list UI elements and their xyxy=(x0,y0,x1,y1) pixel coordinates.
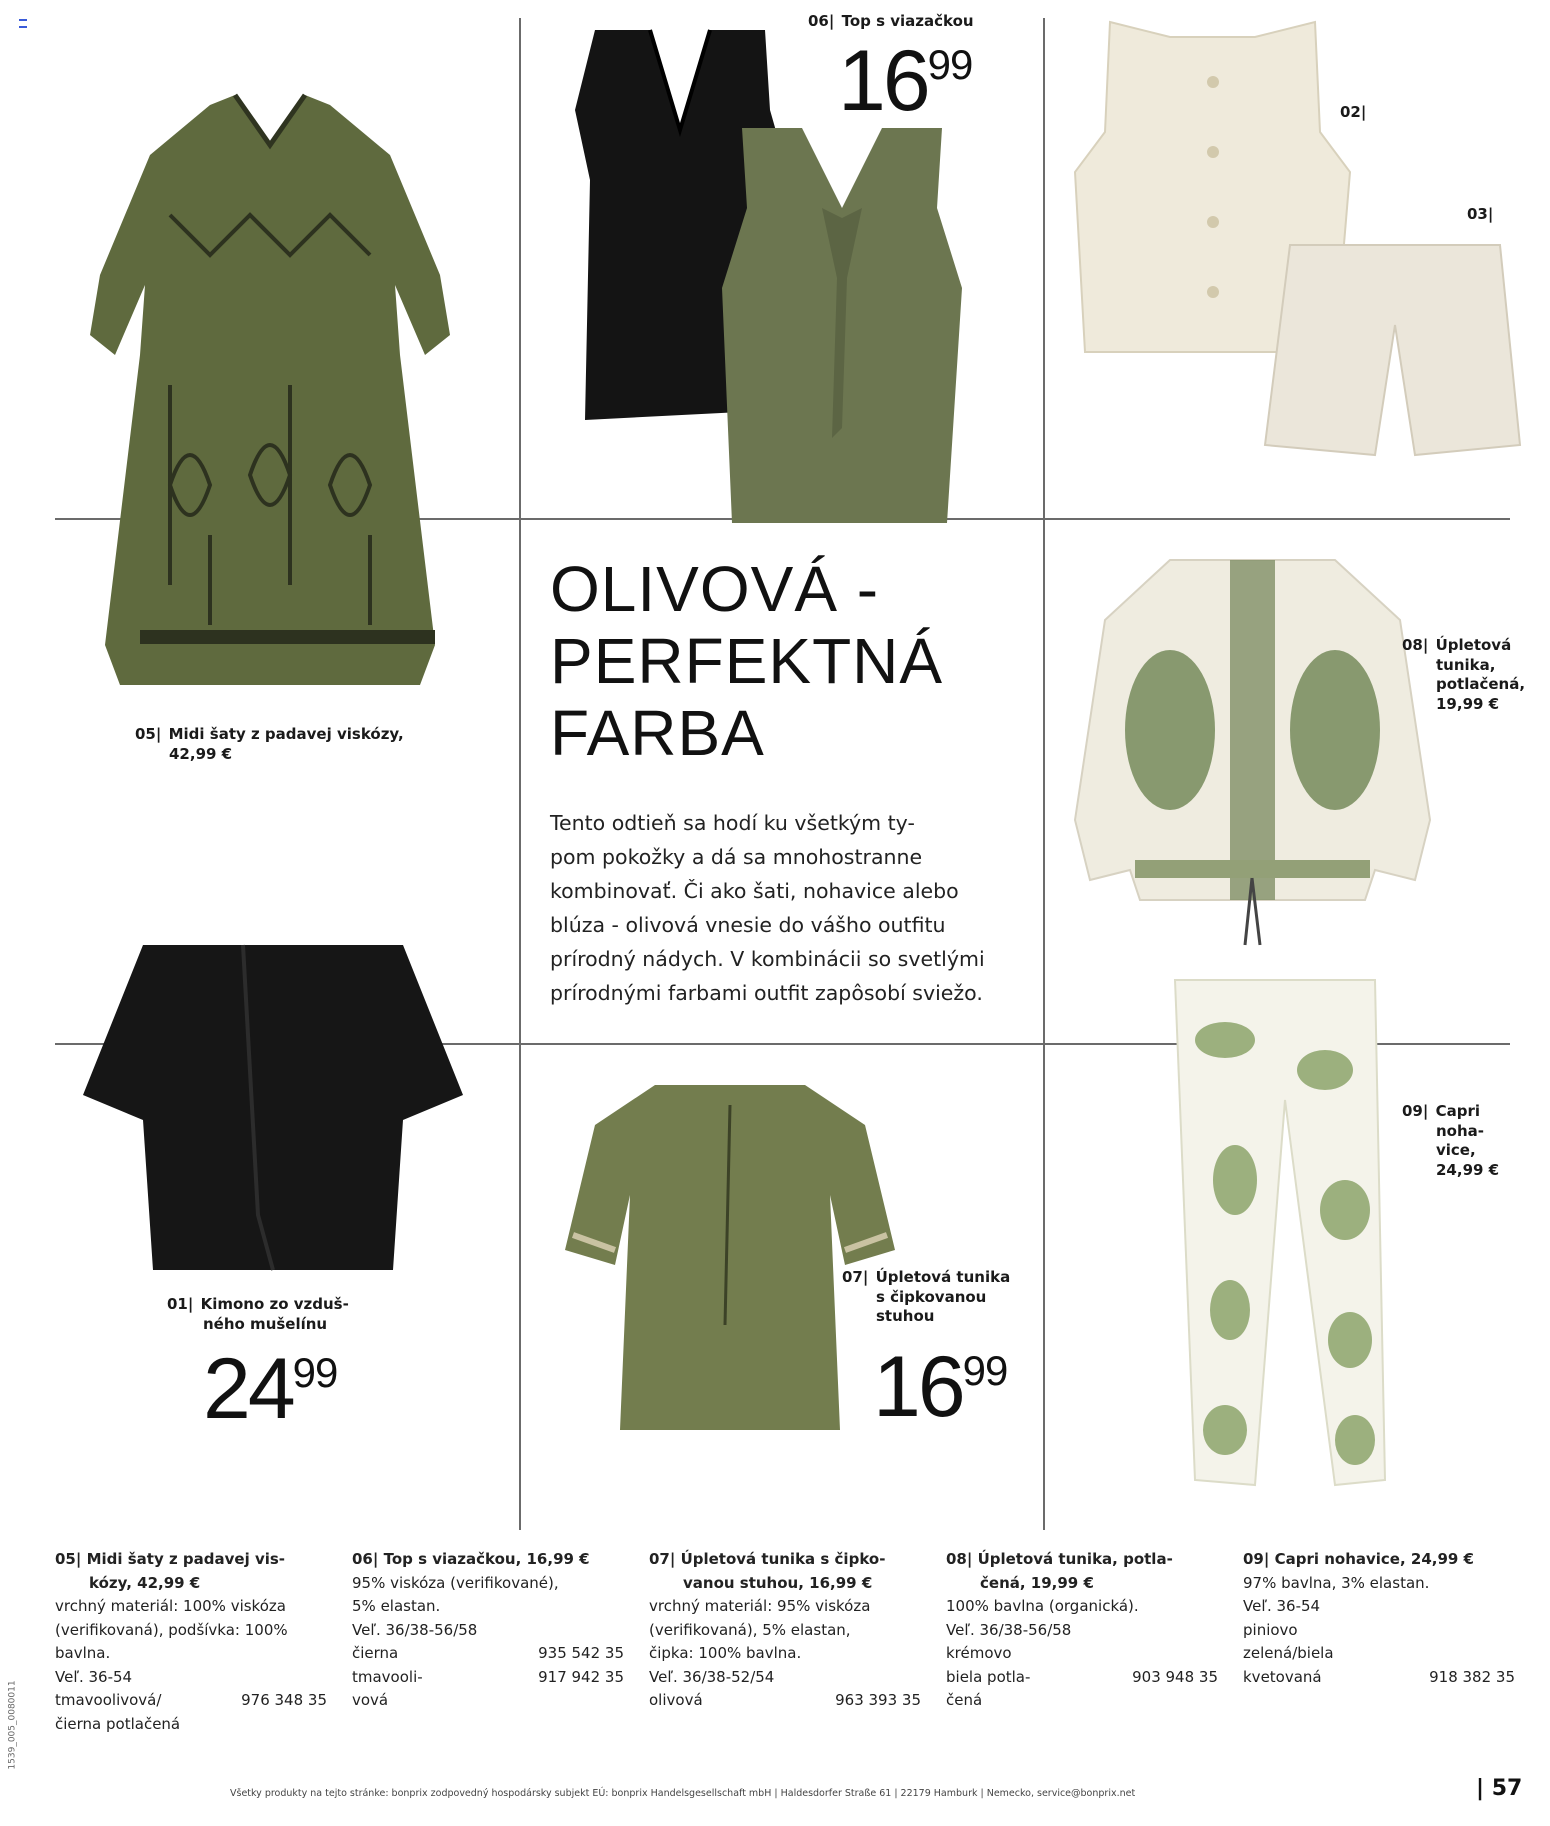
spec-title-2: čená, 19,99 € xyxy=(980,1573,1094,1592)
label-text: Top s viazačkou xyxy=(841,12,974,30)
spec-column xyxy=(649,1548,927,1713)
price-decimal: 99 xyxy=(962,1347,1008,1394)
spec-line: bavlna. xyxy=(55,1644,111,1662)
spec-title: 07| Úpletová tunika s čipko- xyxy=(649,1550,886,1568)
printed-cream-tunic-image xyxy=(1075,560,1430,945)
price-decimal: 99 xyxy=(927,41,973,88)
label-text-2: s čipkovanou xyxy=(876,1287,987,1306)
corner-mark xyxy=(19,19,27,28)
spec-variant-code: 963 393 35 xyxy=(835,1691,921,1709)
spec-line: zelená/biela xyxy=(1243,1644,1334,1662)
spec-column xyxy=(1243,1548,1521,1689)
divider-vertical-right xyxy=(1043,18,1045,1530)
spec-variant-color: kvetovaná xyxy=(1243,1667,1322,1686)
intro-text: Tento odtieň sa hodí ku všetkým ty- pom pokožky a dá sa mnohostranne kombinovať. Či ako šati, nohavice alebo blúza - olivová vnesie do vášho outfitu prírodný nádych. V kombinácii so svetlými prírodnými farbami outfit zapôsobí sviežo. xyxy=(550,811,985,1005)
spec-variant-code: 976 348 35 xyxy=(241,1691,327,1709)
spec-column xyxy=(352,1548,630,1713)
spec-variant-color: olivová xyxy=(649,1691,703,1709)
label-number: 03| xyxy=(1467,205,1494,223)
headline-line-1: OLIVOVÁ - xyxy=(550,553,880,625)
spec-line: krémovo xyxy=(946,1644,1012,1662)
spec-line: čipka: 100% bavlna. xyxy=(649,1644,802,1662)
black-kimono-image xyxy=(83,945,463,1275)
spec-line: 5% elastan. xyxy=(352,1597,441,1615)
spec-variant-row xyxy=(1243,1666,1521,1690)
linen-shorts-image xyxy=(1265,245,1525,460)
label-text-3: potlačená, xyxy=(1436,675,1526,693)
label-number: 06| xyxy=(808,12,835,30)
spec-variant-code: 917 942 35 xyxy=(538,1667,624,1686)
price-integer: 16 xyxy=(873,1339,963,1435)
spec-line: 97% bavlna, 3% elastan. xyxy=(1243,1573,1430,1592)
label-05-midi-dress xyxy=(135,725,404,764)
headline-line-3: FARBA xyxy=(550,697,765,769)
spec-variant-code: 935 542 35 xyxy=(538,1644,624,1662)
label-text: Kimono zo vzduš- xyxy=(200,1295,349,1313)
price-07 xyxy=(873,1339,1008,1435)
label-price: 19,99 € xyxy=(1436,694,1500,713)
label-02 xyxy=(1340,103,1368,123)
spec-variant-color: tmavooli- vová xyxy=(352,1667,423,1709)
label-number: 07| xyxy=(842,1268,869,1286)
olive-tie-top-image xyxy=(722,128,962,528)
spec-variant-row xyxy=(649,1689,927,1713)
label-number: 02| xyxy=(1340,103,1367,121)
spec-column xyxy=(55,1548,333,1736)
side-code: 1539_005_0080011 xyxy=(7,1680,18,1770)
spec-variant-code: 903 948 35 xyxy=(1132,1667,1218,1686)
label-number: 09| xyxy=(1402,1102,1429,1120)
spec-line: Veľ. 36/38-56/58 xyxy=(946,1620,1072,1639)
label-text-2: ného mušelínu xyxy=(203,1314,328,1333)
label-text-3: stuhou xyxy=(876,1307,935,1325)
spec-title: 08| Úpletová tunika, potla- xyxy=(946,1550,1173,1568)
spec-line: Veľ. 36/38-52/54 xyxy=(649,1667,775,1686)
spec-variant-row xyxy=(352,1666,630,1713)
spec-title: 06| Top s viazačkou, 16,99 € xyxy=(352,1550,590,1568)
label-09-capri-pants xyxy=(1402,1102,1499,1180)
label-price: 42,99 € xyxy=(169,744,233,763)
label-07-lace-tunic xyxy=(842,1268,1010,1327)
page-headline xyxy=(550,553,943,769)
spec-line: Veľ. 36-54 xyxy=(55,1667,133,1686)
spec-variant-color: tmavoolivová/ čierna potlačená xyxy=(55,1691,181,1733)
label-number: 01| xyxy=(167,1295,194,1313)
spec-line: Veľ. 36-54 xyxy=(1243,1597,1321,1615)
price-01 xyxy=(203,1341,338,1437)
label-number: 08| xyxy=(1402,636,1429,654)
label-text: Úpletová tunika xyxy=(875,1268,1011,1286)
spec-title: 05| Midi šaty z padavej vis- xyxy=(55,1550,286,1568)
page-number: | 57 xyxy=(1476,1776,1523,1801)
label-text-2: noha- xyxy=(1436,1121,1485,1140)
price-decimal: 99 xyxy=(292,1349,338,1396)
spec-variant-color: čierna xyxy=(352,1644,399,1662)
floral-capri-pants-image xyxy=(1135,980,1385,1490)
spec-title-2: kózy, 42,99 € xyxy=(89,1573,201,1592)
label-text: Úpletová xyxy=(1435,636,1512,654)
spec-line: (verifikovaná), podšívka: 100% xyxy=(55,1620,288,1639)
olive-midi-dress-image xyxy=(90,85,450,705)
label-text: Midi šaty z padavej viskózy, xyxy=(168,725,404,743)
spec-line: Veľ. 36/38-56/58 xyxy=(352,1620,478,1639)
spec-variant-row xyxy=(352,1642,630,1666)
label-price: 24,99 € xyxy=(1436,1160,1500,1179)
label-06-tie-top xyxy=(808,12,974,32)
price-06 xyxy=(838,33,973,129)
label-08-printed-tunic xyxy=(1402,636,1525,714)
label-03 xyxy=(1467,205,1495,225)
spec-column xyxy=(946,1548,1224,1713)
label-text-3: vice, xyxy=(1436,1141,1476,1159)
headline-line-2: PERFEKTNÁ xyxy=(550,625,944,697)
spec-variant-row xyxy=(946,1666,1224,1713)
spec-line: (verifikovaná), 5% elastan, xyxy=(649,1620,851,1639)
divider-vertical-left xyxy=(519,18,521,1530)
footer-legal-text: Všetky produkty na tejto stránke: bonprix zodpovedný hospodársky subjekt EÚ: bonprix Handelsgesellschaft mbH | Haldesdorfer Straße 61 | 22179 Hamburk | Nemecko, service@bonprix.net xyxy=(230,1788,1136,1799)
label-text-2: tunika, xyxy=(1436,655,1496,674)
price-integer: 24 xyxy=(203,1341,293,1437)
spec-line: vrchný materiál: 100% viskóza xyxy=(55,1597,286,1615)
olive-lace-tunic-image xyxy=(565,1085,895,1435)
label-01-kimono xyxy=(167,1295,349,1334)
spec-line: vrchný materiál: 95% viskóza xyxy=(649,1597,871,1615)
spec-line: 95% viskóza (verifikované), xyxy=(352,1573,559,1592)
spec-variant-color: biela potla- čená xyxy=(946,1667,1031,1709)
spec-line: piniovo xyxy=(1243,1620,1298,1639)
label-number: 05| xyxy=(135,725,162,743)
spec-title: 09| Capri nohavice, 24,99 € xyxy=(1243,1550,1474,1568)
price-integer: 16 xyxy=(838,33,928,129)
spec-line: 100% bavlna (organická). xyxy=(946,1597,1139,1615)
spec-variant-row xyxy=(55,1689,333,1736)
spec-variant-code: 918 382 35 xyxy=(1429,1667,1515,1686)
spec-title-2: vanou stuhou, 16,99 € xyxy=(683,1573,873,1592)
label-text: Capri xyxy=(1435,1102,1481,1120)
